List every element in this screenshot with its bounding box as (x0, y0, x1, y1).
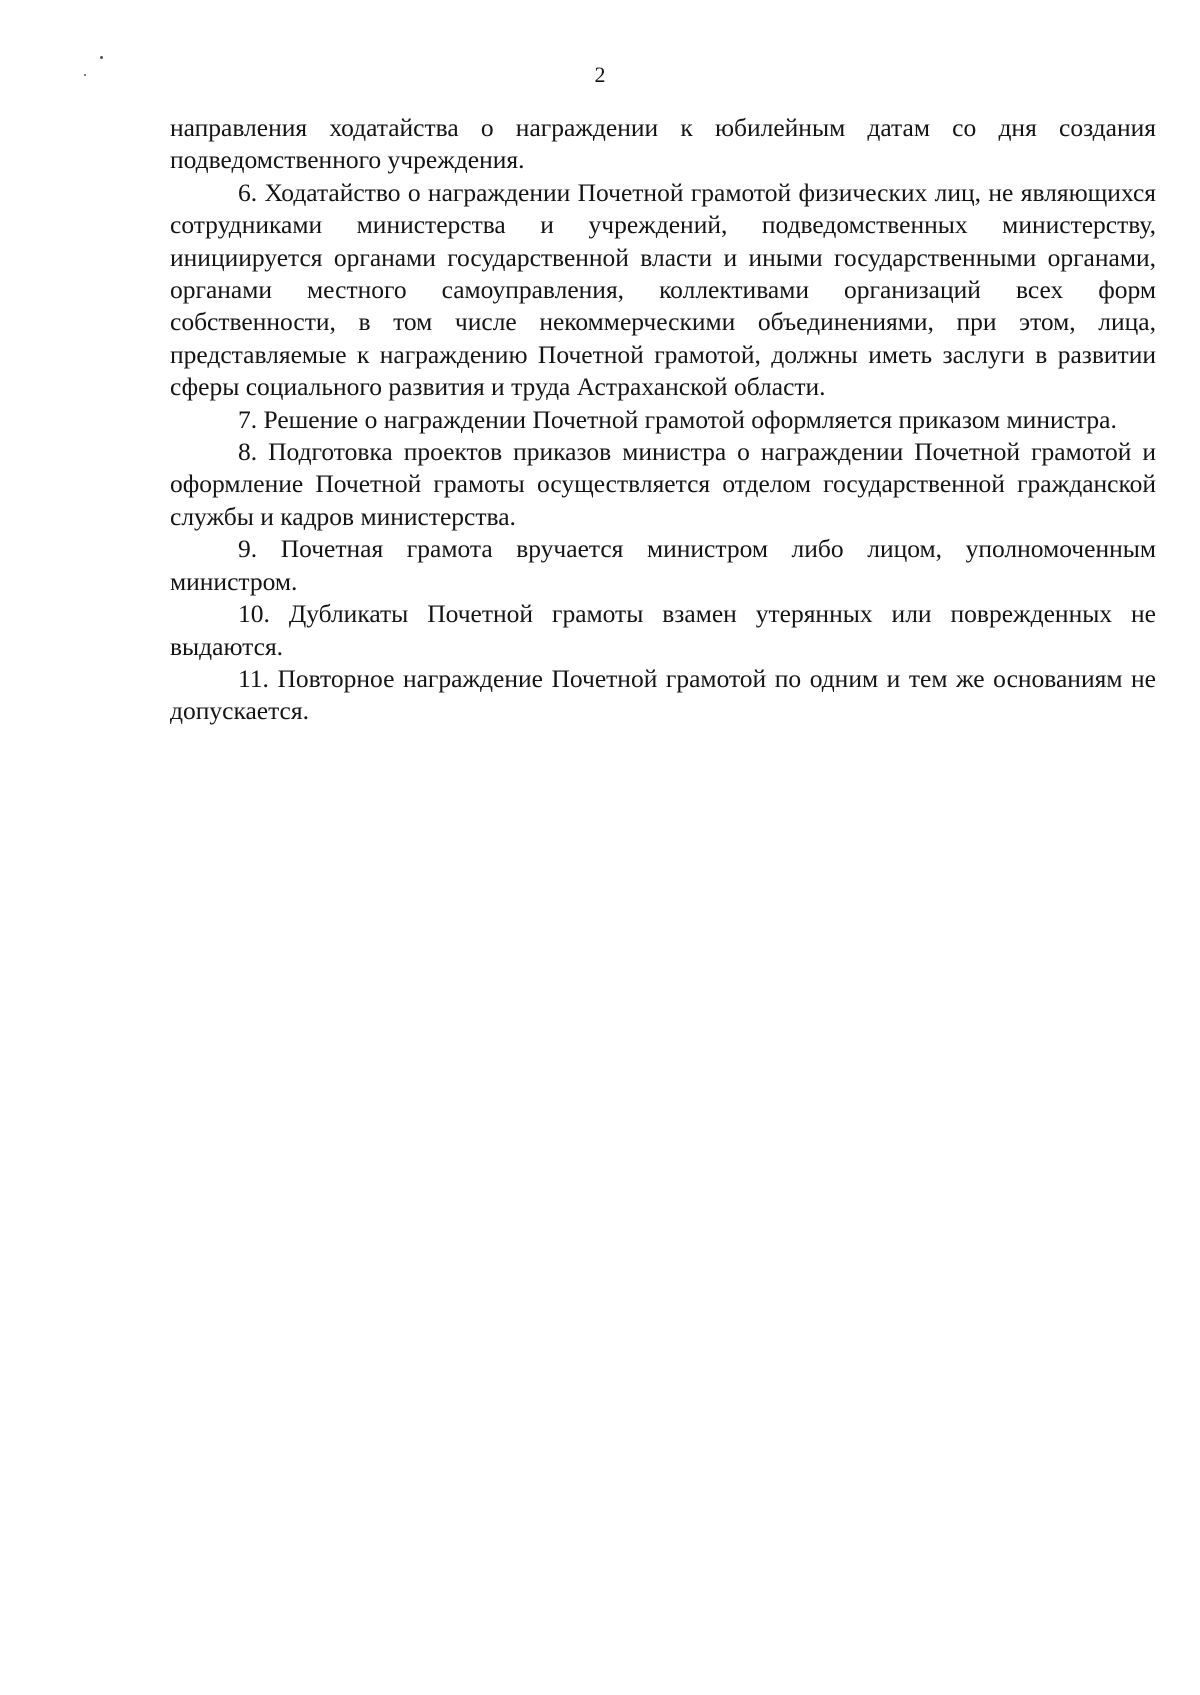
paragraph-item-10 (170, 598, 1156, 663)
paragraph-text: Ходатайство о награждении Почетной грамотой физических лиц, не являющихся сотрудниками министерства и учреждений, подведомственных министерству, инициируется органами государственной власти и иными государственными органами, органами местного самоуправления, коллективами организаций всех форм собственности, в том числе некоммерческими объединениями, при этом, лица, представляемые к награждению Почетной грамотой, должны иметь заслуги в развитии сферы социального развития и труда Астраханской области. (170, 177, 1157, 402)
document-body (170, 112, 1156, 728)
scan-speck (100, 56, 103, 59)
paragraph-continuation (170, 112, 1156, 177)
paragraph-item-6 (170, 177, 1156, 404)
paragraph-number: 6. (238, 177, 265, 207)
paragraph-number: 11. (238, 663, 278, 693)
paragraph-number: 10. (238, 599, 289, 629)
paragraph-number: 7. (238, 404, 264, 434)
paragraph-text: Решение о награждении Почетной грамотой оформляется приказом министра. (263, 404, 1117, 434)
paragraph-item-9 (170, 533, 1156, 598)
paragraph-text: Дубликаты Почетной грамоты взамен утерянных или поврежденных не выдаются. (170, 599, 1156, 661)
paragraph-item-8 (170, 436, 1156, 533)
paragraph-item-7 (170, 404, 1156, 436)
paragraph-text: направления ходатайства о награждении к юбилейным датам со дня создания подведомственного учреждения. (170, 113, 1156, 175)
paragraph-item-11 (170, 663, 1156, 728)
paragraph-text: Почетная грамота вручается министром либо лицом, уполномоченным министром. (170, 534, 1157, 596)
paragraph-number: 8. (238, 437, 269, 467)
paragraph-text: Подготовка проектов приказов министра о награждении Почетной грамотой и оформление Почетной грамоты осуществляется отделом государственной гражданской службы и кадров министерства. (170, 437, 1157, 531)
paragraph-text: Повторное награждение Почетной грамотой по одним и тем же основаниям не допускается. (170, 663, 1156, 726)
page-number: 2 (594, 62, 606, 87)
paragraph-number: 9. (238, 534, 281, 564)
